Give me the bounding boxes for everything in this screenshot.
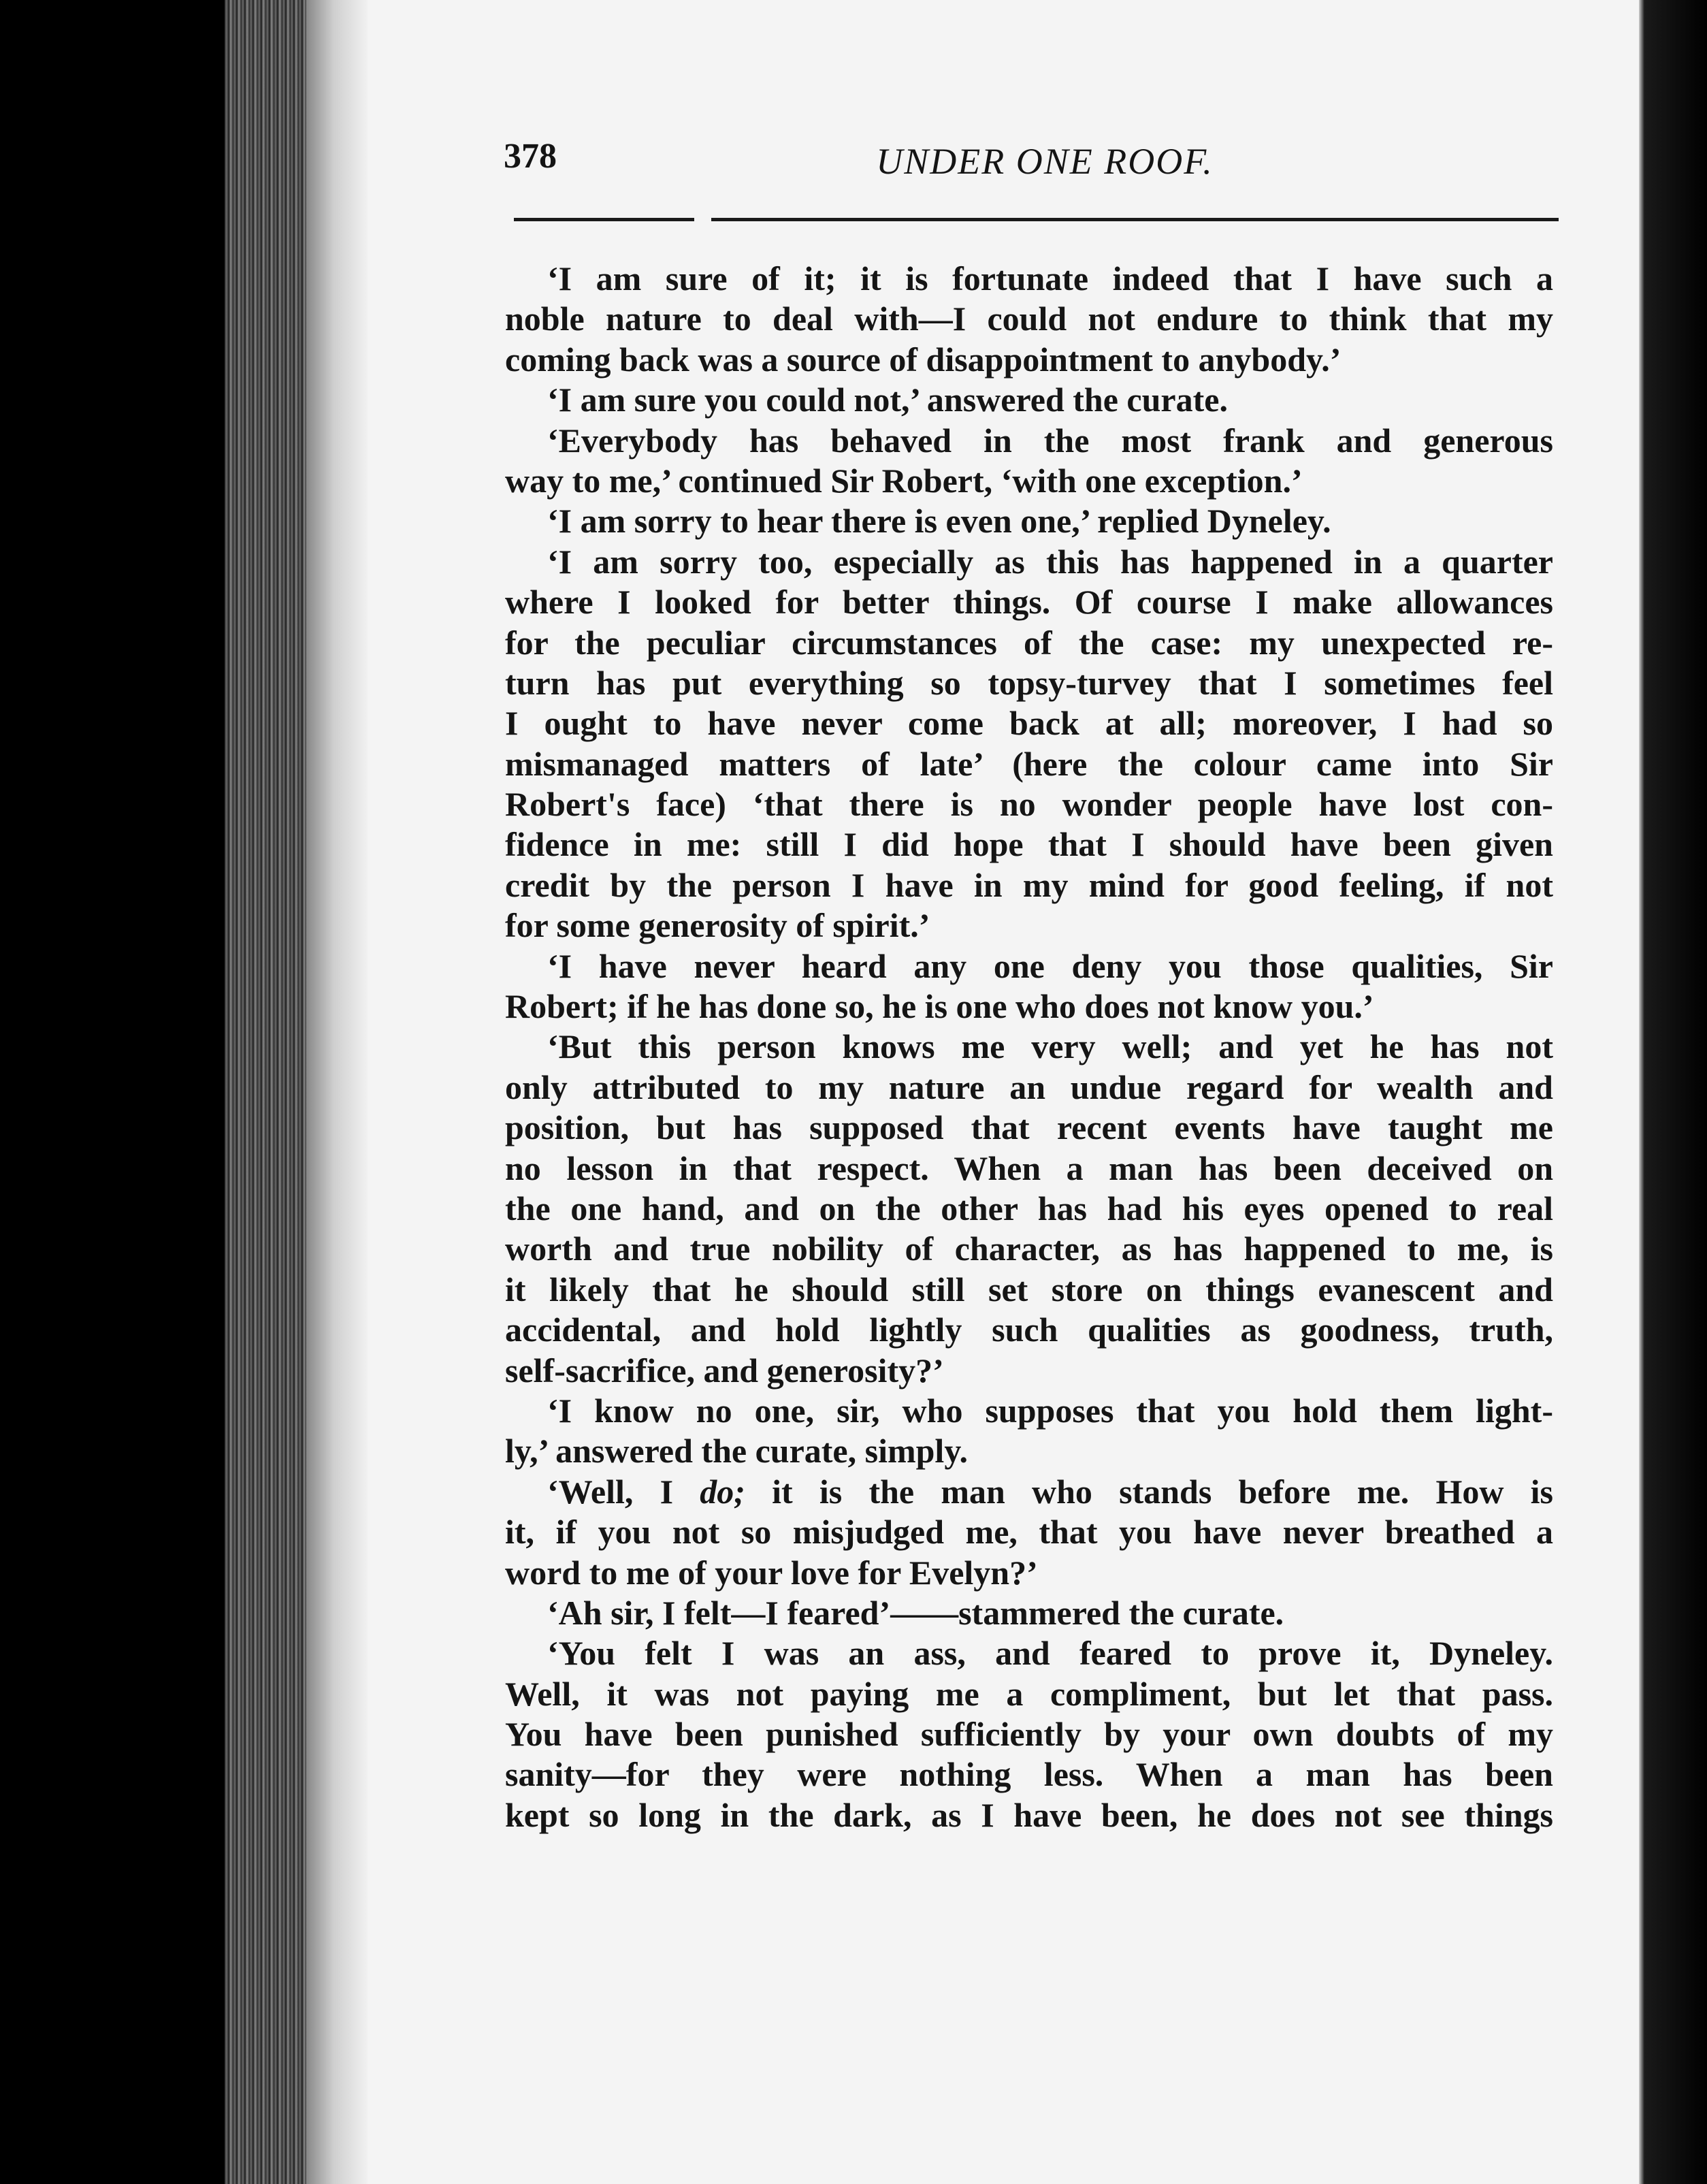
text-line: worth and true nobility of character, as has happened to me, is	[505, 1230, 1553, 1268]
text-line: it likely that he should still set store on things evanescent and	[505, 1270, 1553, 1308]
text-line: noble nature to deal with—I could not endure to think that my	[505, 300, 1553, 338]
body-text	[505, 259, 1553, 1835]
text-line: the one hand, and on the other has had his eyes opened to real	[505, 1189, 1553, 1227]
text-line: ‘Well, I do; it is the man who stands before me. How is	[547, 1472, 1554, 1511]
text-line: where I looked for better things. Of course I make allowances	[505, 583, 1553, 622]
scan-background	[0, 0, 225, 2184]
text-line: for some generosity of spirit.’	[505, 906, 930, 945]
text-line: coming back was a source of disappointment to anybody.’	[505, 340, 1342, 379]
page-number: 378	[504, 137, 557, 176]
running-head: UNDER ONE ROOF.	[876, 141, 1214, 182]
text-line: Robert's face) ‘that there is no wonder people have lost con-	[505, 785, 1553, 824]
text-line: only attributed to my nature an undue regard for wealth and	[505, 1067, 1553, 1106]
book-page-edges	[225, 0, 306, 2184]
text-line: no lesson in that respect. When a man has been deceived on	[505, 1149, 1553, 1187]
text-line: way to me,’ continued Sir Robert, ‘with one exception.’	[505, 461, 1303, 500]
text-line: ‘You felt I was an ass, and feared to prove it, Dyneley.	[547, 1634, 1553, 1673]
text-line: kept so long in the dark, as I have been, he does not see things	[505, 1795, 1553, 1834]
text-line: ‘But this person knows me very well; and yet he has not	[547, 1027, 1553, 1066]
page-header	[504, 136, 1559, 197]
text-line: fidence in me: still I did hope that I should have been given	[505, 825, 1553, 864]
text-line: ‘I am sure of it; it is fortunate indeed that I have such a	[547, 259, 1553, 298]
text-line: ‘I am sorry too, especially as this has happened in a quarter	[547, 542, 1553, 581]
text-line: credit by the person I have in my mind for good feeling, if not	[505, 865, 1553, 904]
text-line: ‘Ah sir, I felt—I feared’——stammered the curate.	[547, 1593, 1284, 1632]
text-line: Well, it was not paying me a compliment, but let that pass.	[505, 1674, 1553, 1713]
text-line: ‘I know no one, sir, who supposes that you hold them light-	[547, 1391, 1553, 1430]
text-line: ‘I have never heard any one deny you those qualities, Sir	[547, 946, 1553, 985]
book-gutter	[306, 0, 368, 2184]
text-line: ‘I am sorry to hear there is even one,’ replied Dyneley.	[547, 502, 1331, 541]
text-line: Robert; if he has done so, he is one who does not know you.’	[505, 987, 1374, 1026]
header-rule-left	[514, 218, 694, 221]
text-line: mismanaged matters of late’ (here the colour came into Sir	[505, 744, 1553, 783]
text-line: ‘I am sure you could not,’ answered the curate.	[547, 381, 1228, 419]
text-line: You have been punished sufficiently by your own doubts of my	[505, 1715, 1553, 1754]
text-line: sanity—for they were nothing less. When a man has been	[505, 1755, 1553, 1794]
text-line: word to me of your love for Evelyn?’	[505, 1553, 1038, 1592]
text-line: ly,’ answered the curate, simply.	[505, 1432, 969, 1471]
text-line: ‘Everybody has behaved in the most frank and generous	[547, 421, 1553, 460]
text-line: self-sacrifice, and generosity?’	[505, 1351, 944, 1390]
text-line: I ought to have never come back at all; moreover, I had so	[505, 704, 1553, 743]
text-line: turn has put everything so topsy-turvey that I sometimes feel	[505, 663, 1553, 702]
scan-right-edge	[1639, 0, 1707, 2184]
text-line: position, but has supposed that recent events have taught me	[505, 1108, 1553, 1147]
text-line: accidental, and hold lightly such qualities as goodness, truth,	[505, 1311, 1553, 1349]
italic-emphasis: do;	[700, 1472, 745, 1511]
header-rule-right	[711, 218, 1559, 221]
text-line: it, if you not so misjudged me, that you have never breathed a	[505, 1513, 1553, 1552]
text-line: for the peculiar circumstances of the case: my unexpected re-	[505, 623, 1553, 662]
